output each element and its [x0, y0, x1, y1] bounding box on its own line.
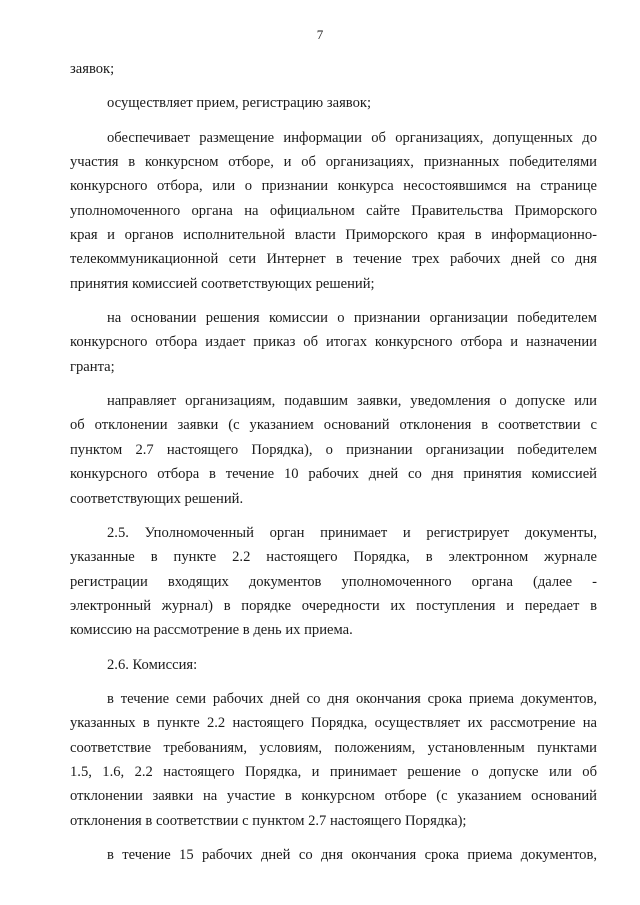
text-line: пунктом 2.7 настоящего Порядка), о признании организации победителем — [70, 441, 597, 458]
text-line: уполномоченного органа на официальном сайте Правительства Приморского — [70, 202, 597, 219]
text-line: соответствующих решений. — [70, 490, 244, 507]
text-line: отклонении заявки на участие в конкурсном отборе (с указанием оснований — [70, 788, 597, 805]
text-line: об отклонении заявки (с указанием оснований отклонения в соответствии с — [70, 417, 597, 434]
document-body — [70, 57, 597, 867]
text-line: телекоммуникационной сети Интернет в течение трех рабочих дней со дня — [70, 251, 597, 268]
text-line: конкурсного отбора в течение 10 рабочих дней со дня принятия комиссией — [70, 466, 597, 483]
paragraph-gap — [70, 833, 597, 843]
text-line: регистрации входящих документов уполномоченного органа (далее - — [70, 573, 597, 590]
text-line: направляет организациям, подавшим заявки, уведомления о допуске или — [107, 393, 597, 410]
paragraph-gap — [70, 81, 597, 91]
text-line: края и органов исполнительной власти Приморского края в информационно- — [70, 227, 597, 244]
text-line: конкурсного отбора издает приказ об итогах конкурсного отбора и назначении — [70, 334, 597, 351]
paragraph-gap — [70, 511, 597, 521]
text-line: соответствие требованиям, условиям, положениям, установленным пунктами — [70, 739, 597, 756]
paragraph-gap — [70, 643, 597, 653]
text-line: участия в конкурсном отборе, и об организациях, признанных победителями — [70, 154, 597, 171]
text-line: комиссию на рассмотрение в день их приема. — [70, 622, 353, 639]
text-line: гранта; — [70, 358, 115, 375]
paragraph-gap — [70, 379, 597, 389]
text-line: указанные в пункте 2.2 настоящего Порядка, в электронном журнале — [70, 549, 597, 566]
text-line: в течение 15 рабочих дней со дня окончания срока приема документов, — [107, 846, 597, 863]
text-line: 1.5, 1.6, 2.2 настоящего Порядка, и принимает решение о допуске или об — [70, 763, 597, 780]
text-line: 2.5. Уполномоченный орган принимает и регистрирует документы, — [107, 524, 597, 541]
text-line: отклонения в соответствии с пунктом 2.7 настоящего Порядка); — [70, 812, 467, 829]
paragraph-gap — [70, 116, 597, 126]
text-line: принятия комиссией соответствующих решений; — [70, 275, 375, 292]
text-line: на основании решения комиссии о признании организации победителем — [107, 310, 597, 327]
text-line: заявок; — [70, 61, 115, 77]
text-line: в течение семи рабочих дней со дня окончания срока приема документов, — [107, 690, 597, 707]
text-line: обеспечивает размещение информации об организациях, допущенных до — [107, 129, 597, 146]
paragraph-gap — [70, 677, 597, 687]
text-line: 2.6. Комиссия: — [107, 656, 198, 673]
text-line: конкурсного отбора, или о признании конкурса несостоявшимся на странице — [70, 178, 597, 195]
page-number: 7 — [316, 27, 324, 42]
text-line: электронный журнал) в порядке очередности их поступления и передает в — [70, 597, 597, 614]
paragraph-gap — [70, 296, 597, 306]
text-line: указанных в пункте 2.2 настоящего Порядка, осуществляет их рассмотрение на — [70, 715, 597, 732]
text-line: осуществляет прием, регистрацию заявок; — [107, 95, 372, 112]
